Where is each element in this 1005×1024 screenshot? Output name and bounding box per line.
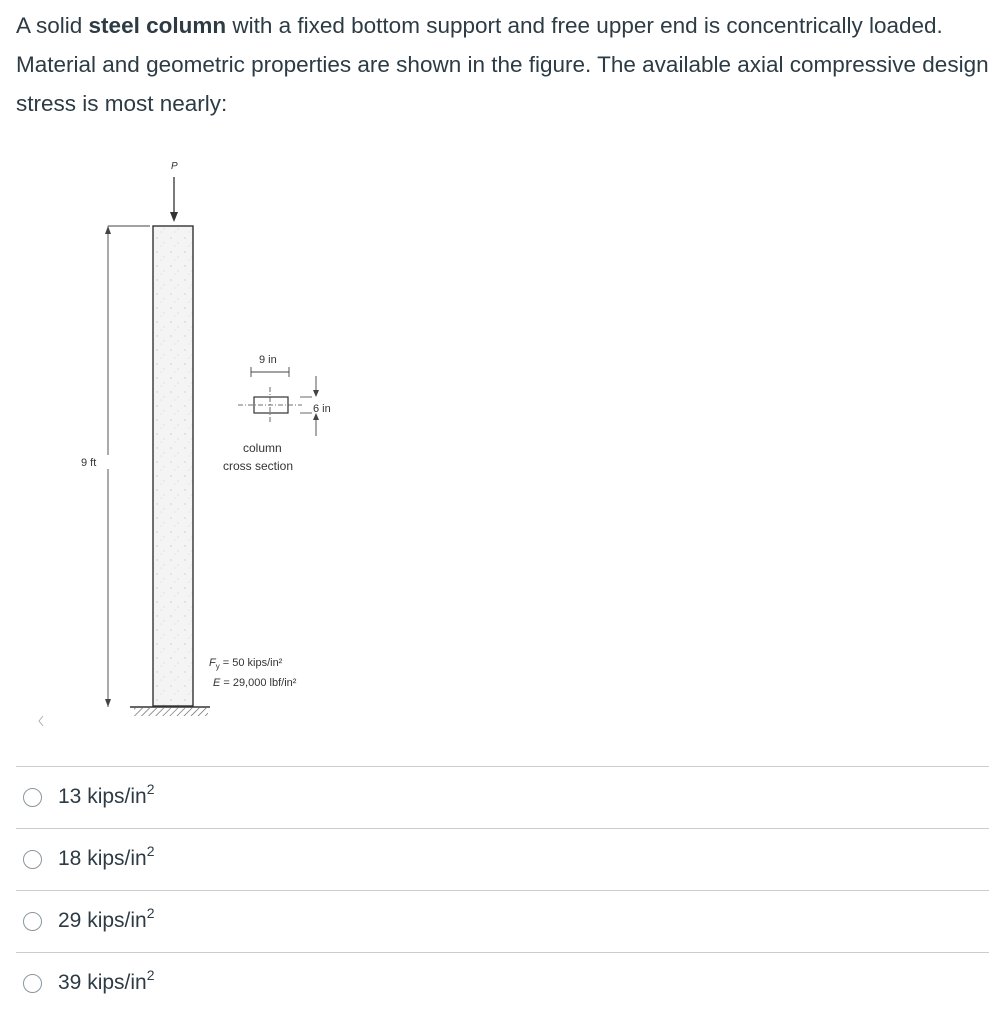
answer-option-4[interactable]	[16, 952, 989, 1014]
radio-button[interactable]	[23, 850, 42, 869]
fixed-support	[134, 708, 208, 716]
answer-option-3[interactable]	[16, 890, 989, 952]
answer-list	[16, 766, 989, 1014]
fy-property: $F_y = 50$ kips/in²	[209, 657, 283, 671]
radio-button[interactable]	[23, 788, 42, 807]
depth-label: 6 in	[313, 403, 331, 415]
question-text: A solid steel column with a fixed bottom support and free upper end is concentrically loaded. Material and geometric properties are shown in the figure. The available axial compressive design stress is most nearly:	[16, 13, 989, 116]
e-property: E = 29,000 lbf/in²	[213, 677, 297, 689]
answer-option-1[interactable]	[16, 766, 989, 828]
column-body	[153, 226, 193, 706]
answer-option-2[interactable]	[16, 828, 989, 890]
radio-button[interactable]	[23, 974, 42, 993]
caption-line1: column	[243, 441, 282, 455]
answer-label: 18 kips/$in^2$	[58, 843, 155, 870]
answer-label: 29 kips/$in^2$	[58, 905, 155, 932]
width-label: 9 in	[259, 354, 277, 366]
answer-label: 13 kips/$in^2$	[58, 781, 155, 808]
load-label: P	[171, 161, 178, 172]
caption-line2: cross section	[223, 459, 294, 473]
height-label: 9 ft	[81, 457, 97, 469]
answer-label: 39 kips/$in^2$	[58, 967, 155, 994]
radio-button[interactable]	[23, 912, 42, 931]
column-figure	[0, 150, 400, 740]
question-bold-term: steel column	[88, 13, 227, 38]
